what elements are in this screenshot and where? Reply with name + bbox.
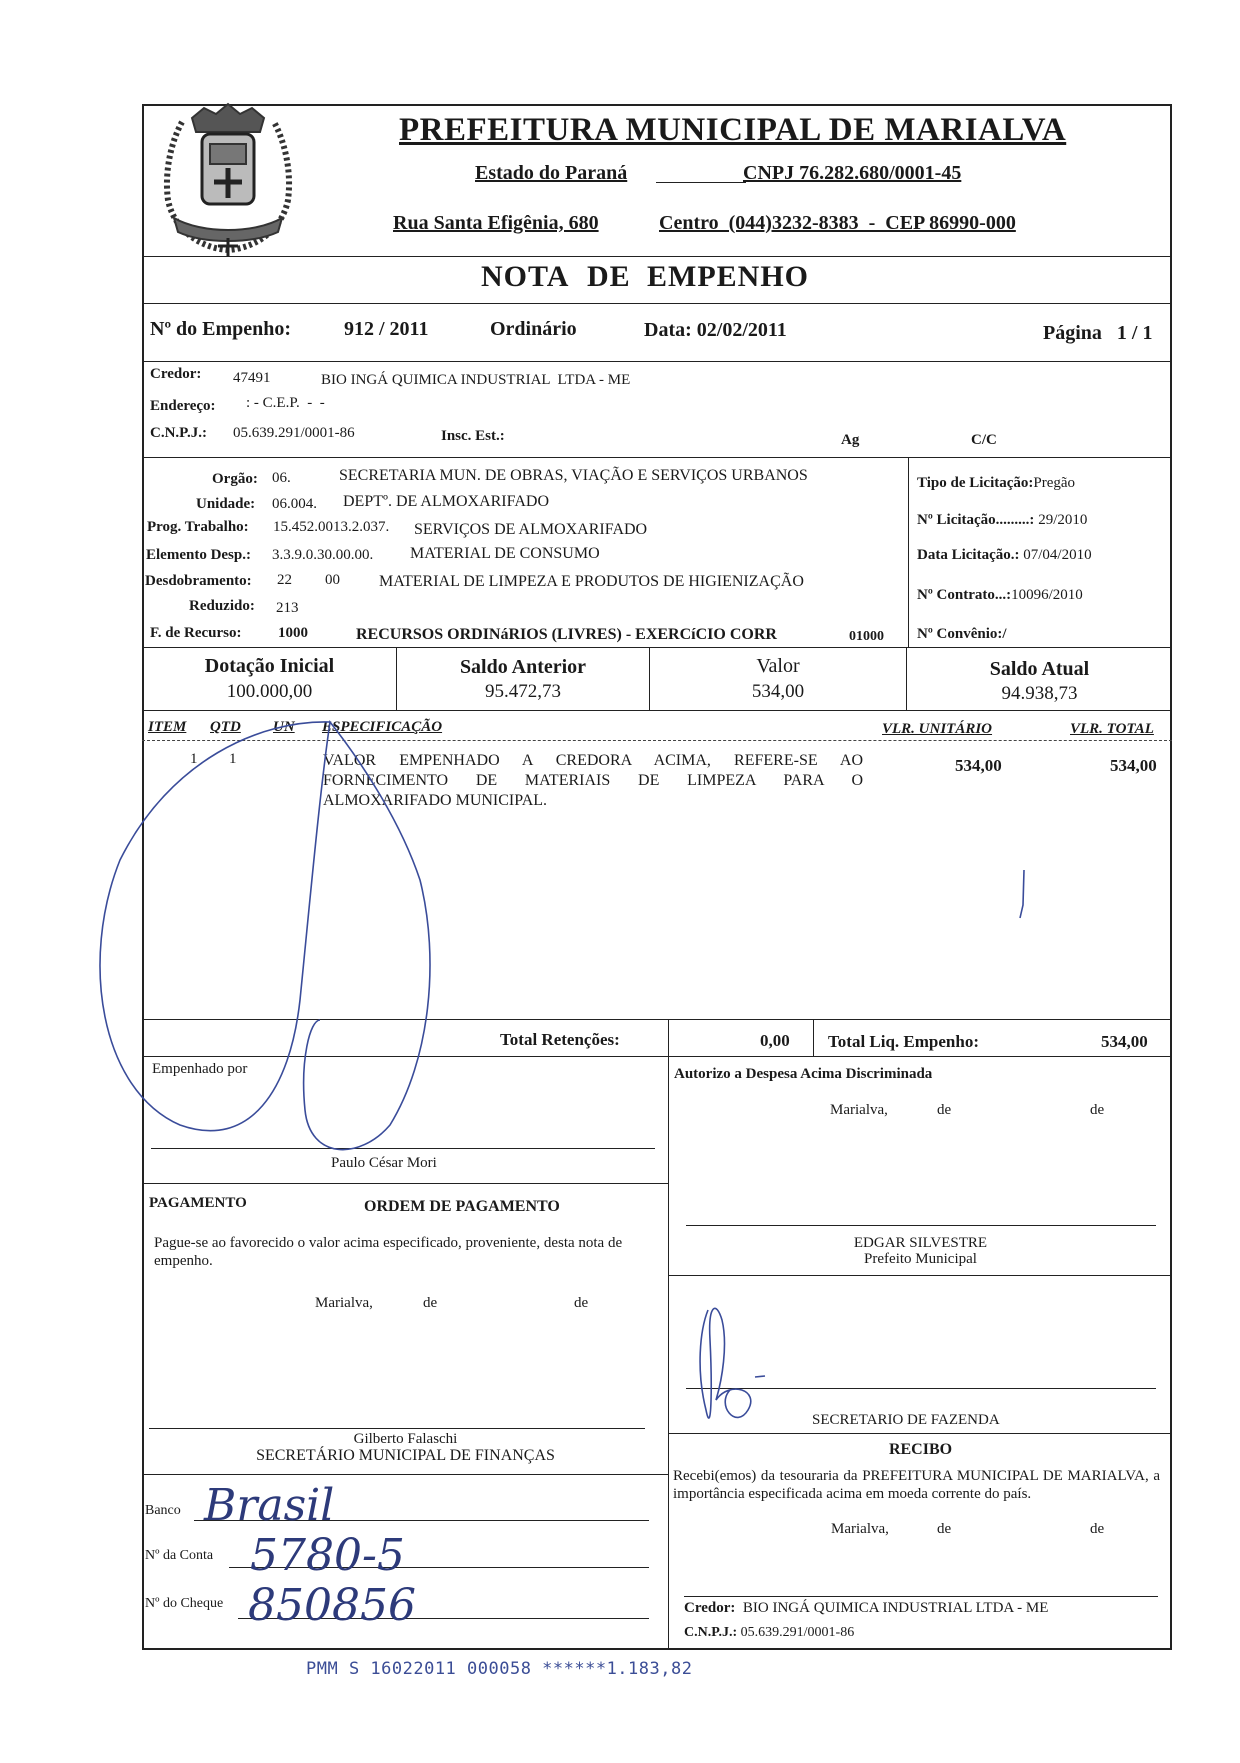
item-vlr-total: 534,00 [1110,756,1157,775]
municipality-title: PREFEITURA MUNICIPAL DE MARIALVA [399,112,1067,148]
doc-title-nota: NOTA [481,260,570,293]
endereco-label: Endereço: [150,398,216,414]
recibo-city: Marialva, [831,1521,889,1537]
state-label: Estado do Paraná [475,162,628,184]
pagamento-text: Pague-se ao favorecido o valor acima especificado, proveniente, desta nota de empenho. [154,1235,623,1269]
empenho-label: Nº do Empenho: [150,318,292,340]
credor-name: BIO INGÁ QUIMICA INDUSTRIAL LTDA - ME [321,372,631,388]
col-qtd: QTD [210,719,241,735]
mark-vertical [1020,870,1024,918]
autorizo-de1: de [937,1102,952,1118]
reduzido-label: Reduzido: [189,598,255,614]
financas-role: SECRETÁRIO MUNICIPAL DE FINANÇAS [256,1447,555,1464]
saldo-atual-label: Saldo Atual [989,658,1090,680]
prog-trabalho-label: Prog. Trabalho: [147,519,249,535]
fonte-recurso-code: 1000 [278,625,308,641]
recibo-title: RECIBO [888,1441,953,1458]
empenhado-name: Paulo César Mori [331,1155,437,1171]
street-address: Rua Santa Efigênia, 680 [393,212,599,234]
district-phone-cep: Centro (044)3232-8383 - CEP 86990-000 [659,212,1016,234]
total-retencoes-value: 0,00 [760,1031,790,1050]
doc-title-de: DE [587,260,631,293]
orgao-code: 06. [272,470,291,486]
recibo-de2: de [1090,1521,1105,1537]
col-vlr-unitario: VLR. UNITÁRIO [882,721,993,737]
saldo-atual-value: 94.938,73 [1001,683,1078,704]
saldo-anterior-label: Saldo Anterior [459,656,587,678]
orgao-label: Orgão: [212,471,258,487]
handwritten-conta: 5780-5 [250,1530,405,1581]
empenho-type: Ordinário [490,318,577,340]
item-vlr-unitario: 534,00 [955,756,1002,775]
unidade-desc: DEPTº. DE ALMOXARIFADO [343,493,549,510]
unidade-label: Unidade: [196,496,256,512]
cnpj-label: C.N.P.J.: [150,425,207,441]
rubric-loop-signature [100,722,430,1150]
autorizo-de2: de [1090,1102,1105,1118]
autorizo-city: Marialva, [830,1102,888,1118]
empenhado-por-label: Empenhado por [152,1061,248,1077]
credor-label: Credor: [150,366,202,382]
handwritten-cheque: 850856 [248,1580,416,1631]
valor-label: Valor [756,655,800,677]
handwritten-banco: Brasil [204,1480,335,1531]
recibo-credor: Credor: BIO INGÁ QUIMICA INDUSTRIAL LTDA - ME [684,1600,1049,1616]
prog-trabalho-code: 15.452.0013.2.037. [273,519,390,535]
col-especificacao: ESPECIFICAÇÃO [322,719,443,735]
num-licitacao-label: Nº Licitação.........: 29/2010 [917,512,1088,528]
doc-title-empenho: EMPENHO [647,260,809,293]
desdobramento-desc: MATERIAL DE LIMPEZA E PRODUTOS DE HIGIENIZAÇÃO [379,573,804,590]
cnpj-value: 05.639.291/0001-86 [233,425,355,441]
ordem-pagamento-label: ORDEM DE PAGAMENTO [364,1198,560,1215]
item-qtd: 1 [229,751,237,767]
elemento-desc: MATERIAL DE CONSUMO [410,545,600,562]
agencia-label: Ag [841,432,860,448]
credor-code: 47491 [233,370,271,386]
conta-corrente-label: C/C [971,432,997,448]
fonte-recurso-code2: 01000 [849,629,884,644]
endereco-value: : - C.E.P. - - [246,395,325,411]
valor-value: 534,00 [751,681,805,702]
elemento-label: Elemento Desp.: [146,547,251,563]
col-vlr-total: VLR. TOTAL [1070,721,1154,737]
desdobramento-subcode: 00 [325,572,340,588]
fazenda-signature [700,1308,765,1418]
financas-name: Gilberto Falaschi [353,1431,458,1447]
pagamento-de2: de [574,1295,589,1311]
payment-stamp: PMM S 16022011 000058 ******1.183,82 [306,1659,693,1679]
total-liquido-value: 534,00 [1101,1032,1148,1051]
desdobramento-label: Desdobramento: [145,573,252,589]
item-desc-line3: ALMOXARIFADO MUNICIPAL. [323,792,548,809]
prefeito-role: Prefeito Municipal [864,1251,977,1267]
recibo-de1: de [937,1521,952,1537]
recibo-cnpj: C.N.P.J.: 05.639.291/0001-86 [684,1625,855,1640]
col-un: UN [273,719,295,735]
autorizo-label: Autorizo a Despesa Acima Discriminada [674,1066,933,1082]
dotacao-inicial-value: 100.000,00 [226,681,313,702]
pagamento-label: PAGAMENTO [149,1195,247,1211]
conta-label: Nº da Conta [145,1548,214,1563]
pagamento-city: Marialva, [315,1295,373,1311]
total-retencoes-label: Total Retenções: [500,1030,620,1049]
col-item: ITEM [148,719,187,735]
data-licitacao-label: Data Licitação.: 07/04/2010 [917,547,1092,563]
item-desc-line1: VALOR EMPENHADO A CREDORA ACIMA, REFERE-SE AO [323,752,863,769]
page-number: Página 1 / 1 [1043,322,1153,344]
recibo-text: Recebi(emos) da tesouraria da PREFEITURA MUNICIPAL DE MARIALVA, a importância especificada acima em moeda corrente do país. [673,1468,1160,1502]
empenho-number: 912 / 2011 [344,318,429,340]
num-contrato-label: Nº Contrato...:10096/2010 [917,587,1083,603]
insc-est-label: Insc. Est.: [441,428,505,444]
convenio-label: Nº Convênio:/ [917,626,1007,642]
empenho-date: Data: 02/02/2011 [644,319,787,341]
elemento-code: 3.3.9.0.30.00.00. [272,547,374,563]
orgao-desc: SECRETARIA MUN. DE OBRAS, VIAÇÃO E SERVIÇOS URBANOS [339,467,808,484]
banco-label: Banco [145,1503,181,1518]
dotacao-inicial-label: Dotação Inicial [204,655,335,677]
unidade-code: 06.004. [272,496,317,512]
saldo-anterior-value: 95.472,73 [485,681,561,702]
item-number: 1 [190,751,198,767]
fonte-recurso-label: F. de Recurso: [150,625,242,641]
desdobramento-code: 22 [277,572,292,588]
fonte-recurso-desc: RECURSOS ORDINáRIOS (LIVRES) - EXERCíCIO CORR [356,626,777,643]
tipo-licitacao-label: Tipo de Licitação:Pregão [917,475,1076,491]
prefeito-name: EDGAR SILVESTRE [853,1235,988,1251]
secretario-role: SECRETARIO DE FAZENDA [812,1412,1000,1428]
pagamento-de1: de [423,1295,438,1311]
cnpj-header: CNPJ 76.282.680/0001-45 [743,162,962,184]
total-liquido-label: Total Liq. Empenho: [828,1032,979,1051]
cheque-label: Nº do Cheque [145,1596,224,1611]
prog-trabalho-desc: SERVIÇOS DE ALMOXARIFADO [414,521,648,538]
reduzido-code: 213 [276,600,299,616]
item-desc-line2: FORNECIMENTO DE MATERIAIS DE LIMPEZA PARA O [323,772,863,789]
